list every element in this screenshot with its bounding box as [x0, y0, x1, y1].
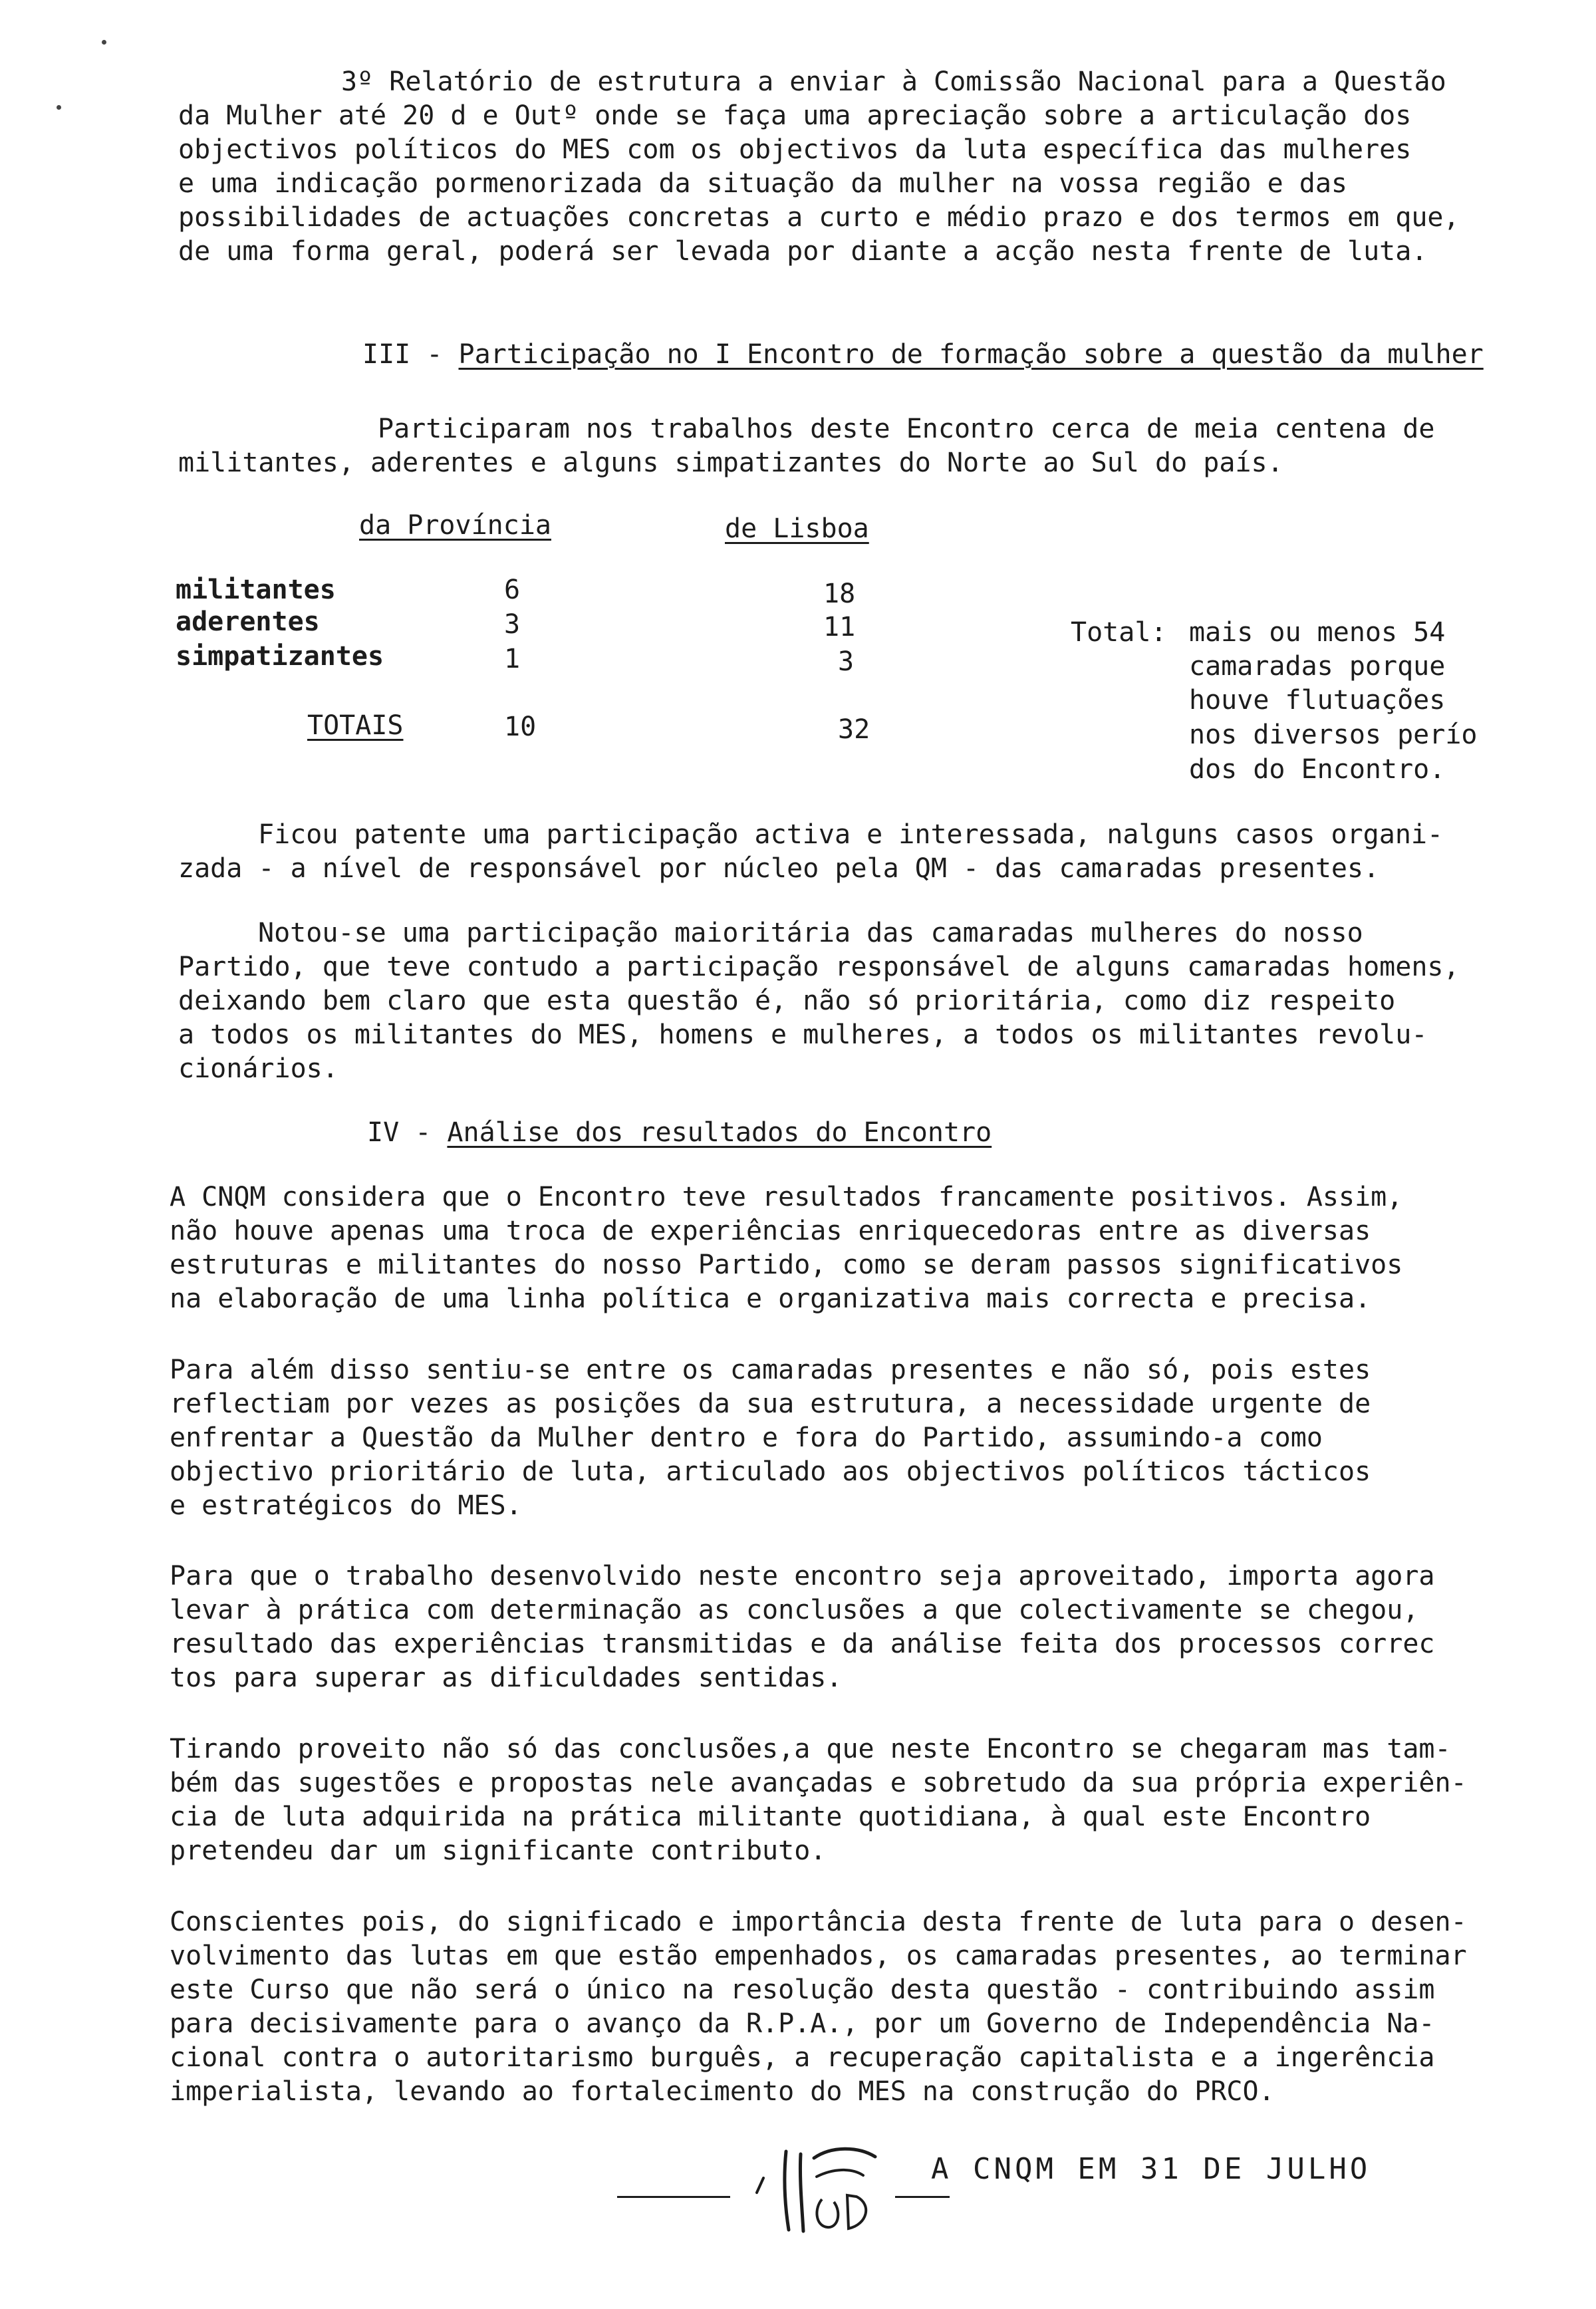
row-value-provincia: 3	[504, 609, 521, 640]
item-3-paragraph	[178, 65, 1515, 269]
column-header-provincia: da Província	[359, 510, 551, 541]
text-line: levar à prática com determinação as conclusões a que colectivamente se chegou,	[170, 1595, 1419, 1625]
section-iii-paragraph-2	[178, 916, 1515, 1086]
text-line: estruturas e militantes do nosso Partido, como se deram passos significativos	[170, 1250, 1403, 1280]
handwritten-signature	[745, 2138, 898, 2238]
text-line: e uma indicação pormenorizada da situação da mulher na vossa região e das	[178, 168, 1347, 199]
totals-label: TOTAIS	[307, 710, 404, 741]
text-line: objectivos políticos do MES com os objectivos da luta específica das mulheres	[178, 134, 1412, 165]
scan-speck	[57, 105, 61, 110]
text-line: reflectiam por vezes as posições da sua estrutura, a necessidade urgente de	[170, 1389, 1371, 1419]
text-line: deixando bem claro que esta questão é, não só prioritária, como diz respeito	[178, 986, 1396, 1016]
text-line: 3º Relatório de estrutura a enviar à Comissão Nacional para a Questão	[341, 67, 1446, 97]
section-iv-number: IV -	[367, 1117, 448, 1148]
text-line: pretendeu dar um significante contributo.	[170, 1835, 827, 1866]
text-line: bém das sugestões e propostas nele avançadas e sobretudo da sua própria experiên-	[170, 1768, 1467, 1798]
column-header-lisboa: de Lisboa	[725, 513, 869, 544]
text-line: a todos os militantes do MES, homens e mulheres, a todos os militantes revolu-	[178, 1019, 1428, 1050]
text-line: volvimento das lutas em que estão empenhados, os camaradas presentes, ao terminar	[170, 1941, 1467, 1971]
section-iii-paragraph-1	[178, 818, 1515, 886]
text-line: imperialista, levando ao fortalecimento do MES na construção do PRCO.	[170, 2076, 1275, 2107]
scan-speck	[102, 40, 106, 45]
row-value-lisboa: 11	[823, 612, 856, 642]
text-line: Notou-se uma participação maioritária das camaradas mulheres do nosso	[258, 918, 1363, 948]
text-line: enfrentar a Questão da Mulher dentro e fora do Partido, assumindo-a como	[170, 1423, 1323, 1453]
row-value-lisboa: 18	[823, 579, 856, 609]
row-value-lisboa: 3	[838, 646, 855, 677]
text-line: este Curso que não será o único na resolução desta questão - contribuindo assim	[170, 1974, 1435, 2005]
text-line: Participaram nos trabalhos deste Encontro cerca de meia centena de	[378, 414, 1435, 444]
text-line: na elaboração de uma linha política e organizativa mais correcta e precisa.	[170, 1284, 1371, 1314]
text-line: da Mulher até 20 d e Outº onde se faça uma apreciação sobre a articulação dos	[178, 100, 1412, 131]
text-line: A CNQM considera que o Encontro teve resultados francamente positivos. Assim,	[170, 1182, 1403, 1212]
text-line: cia de luta adquirida na prática militante quotidiana, à qual este Encontro	[170, 1802, 1371, 1832]
total-note-line: nos diversos perío	[1189, 720, 1478, 750]
section-iii-number: III -	[362, 339, 459, 370]
text-line: para decisivamente para o avanço da R.P.A., por um Governo de Independência Na-	[170, 2008, 1435, 2039]
total-note-line: camaradas porque	[1189, 651, 1446, 682]
signature-text: A CNQM EM 31 DE JULHO	[931, 2152, 1371, 2186]
row-value-provincia: 6	[504, 575, 521, 605]
text-line: Conscientes pois, do significado e importância desta frente de luta para o desen-	[170, 1907, 1467, 1937]
text-line: cionários.	[178, 1053, 338, 1084]
text-line: Ficou patente uma participação activa e interessada, nalguns casos organi-	[258, 819, 1444, 850]
totals-provincia: 10	[504, 712, 537, 742]
row-label: aderentes	[176, 607, 320, 637]
text-line: zada - a nível de responsável por núcleo pela QM - das camaradas presentes.	[178, 853, 1380, 884]
text-line: de uma forma geral, poderá ser levada por diante a acção nesta frente de luta.	[178, 236, 1428, 267]
text-line: Tirando proveito não só das conclusões,a que neste Encontro se chegaram mas tam-	[170, 1734, 1451, 1764]
total-note-line: mais ou menos 54	[1189, 617, 1446, 648]
total-note-line: dos do Encontro.	[1189, 754, 1446, 785]
text-line: objectivo prioritário de luta, articulado aos objectivos políticos tácticos	[170, 1456, 1371, 1487]
totals-lisboa: 32	[838, 714, 870, 745]
signature-rule-right	[895, 2196, 950, 2198]
text-line: tos para superar as dificuldades sentidas.	[170, 1663, 843, 1693]
text-line: cional contra o autoritarismo burguês, a recuperação capitalista e a ingerência	[170, 2042, 1435, 2073]
row-value-provincia: 1	[504, 644, 521, 674]
section-iv-paragraph-3	[170, 1560, 1506, 1695]
signature-rule-left	[617, 2196, 730, 2198]
section-iv-paragraph-5	[170, 1905, 1506, 2109]
total-label: Total:	[1071, 617, 1167, 648]
total-note-line: houve flutuações	[1189, 685, 1446, 716]
text-line: militantes, aderentes e alguns simpatizantes do Norte ao Sul do país.	[178, 448, 1283, 478]
section-iv-paragraph-1	[170, 1180, 1506, 1316]
section-iv-paragraph-4	[170, 1732, 1506, 1868]
section-iv-title: Análise dos resultados do Encontro	[447, 1117, 992, 1148]
section-iv-heading	[367, 1116, 992, 1150]
section-iv-paragraph-2	[170, 1353, 1506, 1523]
text-line: resultado das experiências transmitidas e da análise feita dos processos correc	[170, 1629, 1435, 1659]
section-iii-title: Participação no I Encontro de formação sobre a questão da mulher	[458, 339, 1484, 370]
row-label: simpatizantes	[176, 641, 384, 672]
section-iii-heading	[362, 338, 1484, 372]
text-line: Para que o trabalho desenvolvido neste encontro seja aproveitado, importa agora	[170, 1561, 1435, 1591]
text-line: e estratégicos do MES.	[170, 1490, 522, 1521]
text-line: não houve apenas uma troca de experiências enriquecedoras entre as diversas	[170, 1216, 1371, 1246]
text-line: Para além disso sentiu-se entre os camaradas presentes e não só, pois estes	[170, 1355, 1371, 1385]
section-iii-intro	[178, 412, 1515, 480]
text-line: possibilidades de actuações concretas a curto e médio prazo e dos termos em que,	[178, 202, 1460, 233]
row-label: militantes	[176, 575, 336, 605]
text-line: Partido, que teve contudo a participação responsável de alguns camaradas homens,	[178, 952, 1460, 982]
